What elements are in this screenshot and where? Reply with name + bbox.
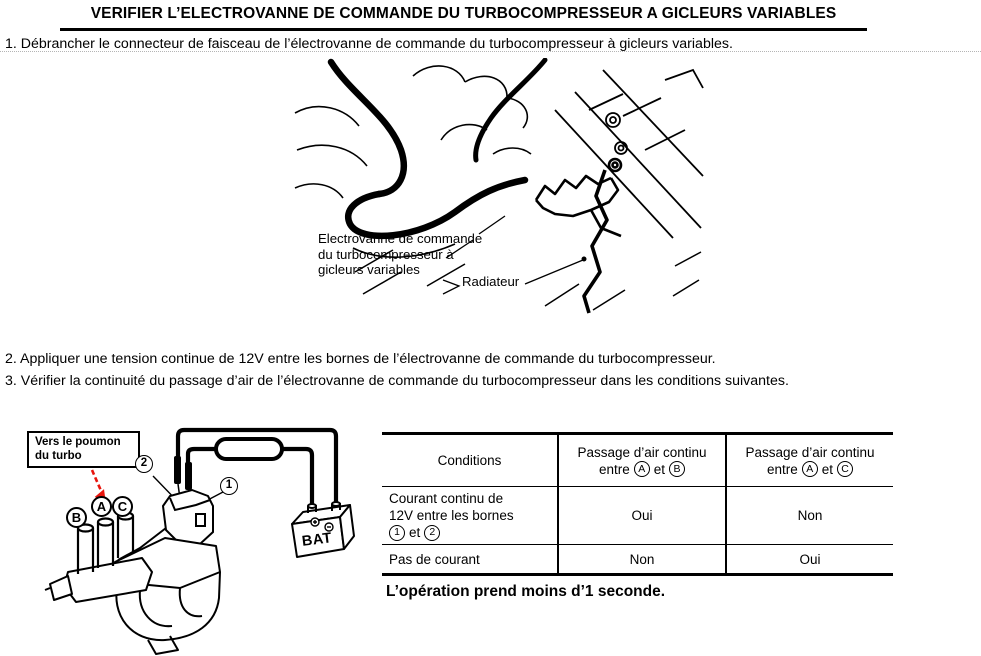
row1-cond-et: et	[409, 525, 421, 540]
step-3: 3. Vérifier la continuité du passage d’air de l’électrovanne de commande du turbocompresseur dans les conditions suivantes.	[5, 373, 789, 389]
separator-dotted-line	[0, 51, 981, 52]
table-row1-ac-value: Non	[725, 487, 893, 545]
radiator-figure-label: Radiateur	[462, 274, 520, 289]
circled-2-icon: 2	[424, 525, 440, 541]
table-row1-condition	[382, 487, 557, 545]
table-header-passage-ab	[557, 435, 725, 487]
circled-1-icon: 1	[389, 525, 405, 541]
table-header-conditions: Conditions	[382, 435, 557, 487]
solenoid-figure-label	[318, 231, 482, 278]
terminal-label-1: 1	[220, 477, 238, 495]
row1-cond-line1: Courant continu de	[389, 491, 504, 506]
table-row2-condition: Pas de courant	[389, 551, 480, 567]
header-ac-et: et	[821, 461, 834, 477]
inline-fuse-oval	[216, 439, 282, 459]
conditions-table	[382, 432, 893, 576]
step-1: 1. Débrancher le connecteur de faisceau de l’électrovanne de commande du turbocompresseur à gicleurs variables.	[5, 36, 733, 52]
port-label-c: C	[112, 496, 133, 517]
table-row2-ab-value: Non	[557, 545, 725, 573]
step-2: 2. Appliquer une tension continue de 12V entre les bornes de l’électrovanne de commande du turbocompresseur.	[5, 351, 716, 367]
circled-c-icon: C	[837, 461, 853, 477]
table-row1-ab-value: Oui	[557, 487, 725, 545]
valve-connector	[163, 490, 213, 544]
header-ab-et: et	[653, 461, 666, 477]
header-ac-entre: entre	[766, 461, 798, 477]
port-label-a: A	[91, 496, 112, 517]
solenoid-label-line1: Electrovanne de commande	[318, 231, 483, 246]
port-label-b: B	[66, 507, 87, 528]
solenoid-label-line2: du turbocompresseur à	[318, 246, 454, 262]
solenoid-highlight	[536, 159, 621, 236]
circled-a-icon: A	[802, 461, 818, 477]
callout-vers-le-poumon	[27, 431, 140, 468]
battery-label: BAT	[301, 530, 333, 550]
terminal-label-2: 2	[135, 455, 153, 473]
table-row2-ac-value: Oui	[725, 545, 893, 573]
table-header-passage-ac	[725, 435, 893, 487]
header-ab-line1: Passage d’air continu	[577, 444, 707, 460]
callout-line1: Vers le poumon	[35, 436, 121, 448]
circled-b-icon: B	[669, 461, 685, 477]
header-ac-line1: Passage d’air continu	[745, 444, 875, 460]
circled-a-icon: A	[634, 461, 650, 477]
row1-cond-line2: 12V entre les bornes	[389, 508, 514, 523]
page-title: VERIFIER L’ELECTROVANNE DE COMMANDE DU TURBOCOMPRESSEUR A GICLEURS VARIABLES	[60, 5, 867, 31]
operation-note: L’opération prend moins d’1 seconde.	[386, 583, 666, 600]
header-ab-entre: entre	[598, 461, 630, 477]
solenoid-label-line3: gicleurs variables	[318, 262, 420, 277]
callout-line2: du turbo	[35, 450, 82, 462]
